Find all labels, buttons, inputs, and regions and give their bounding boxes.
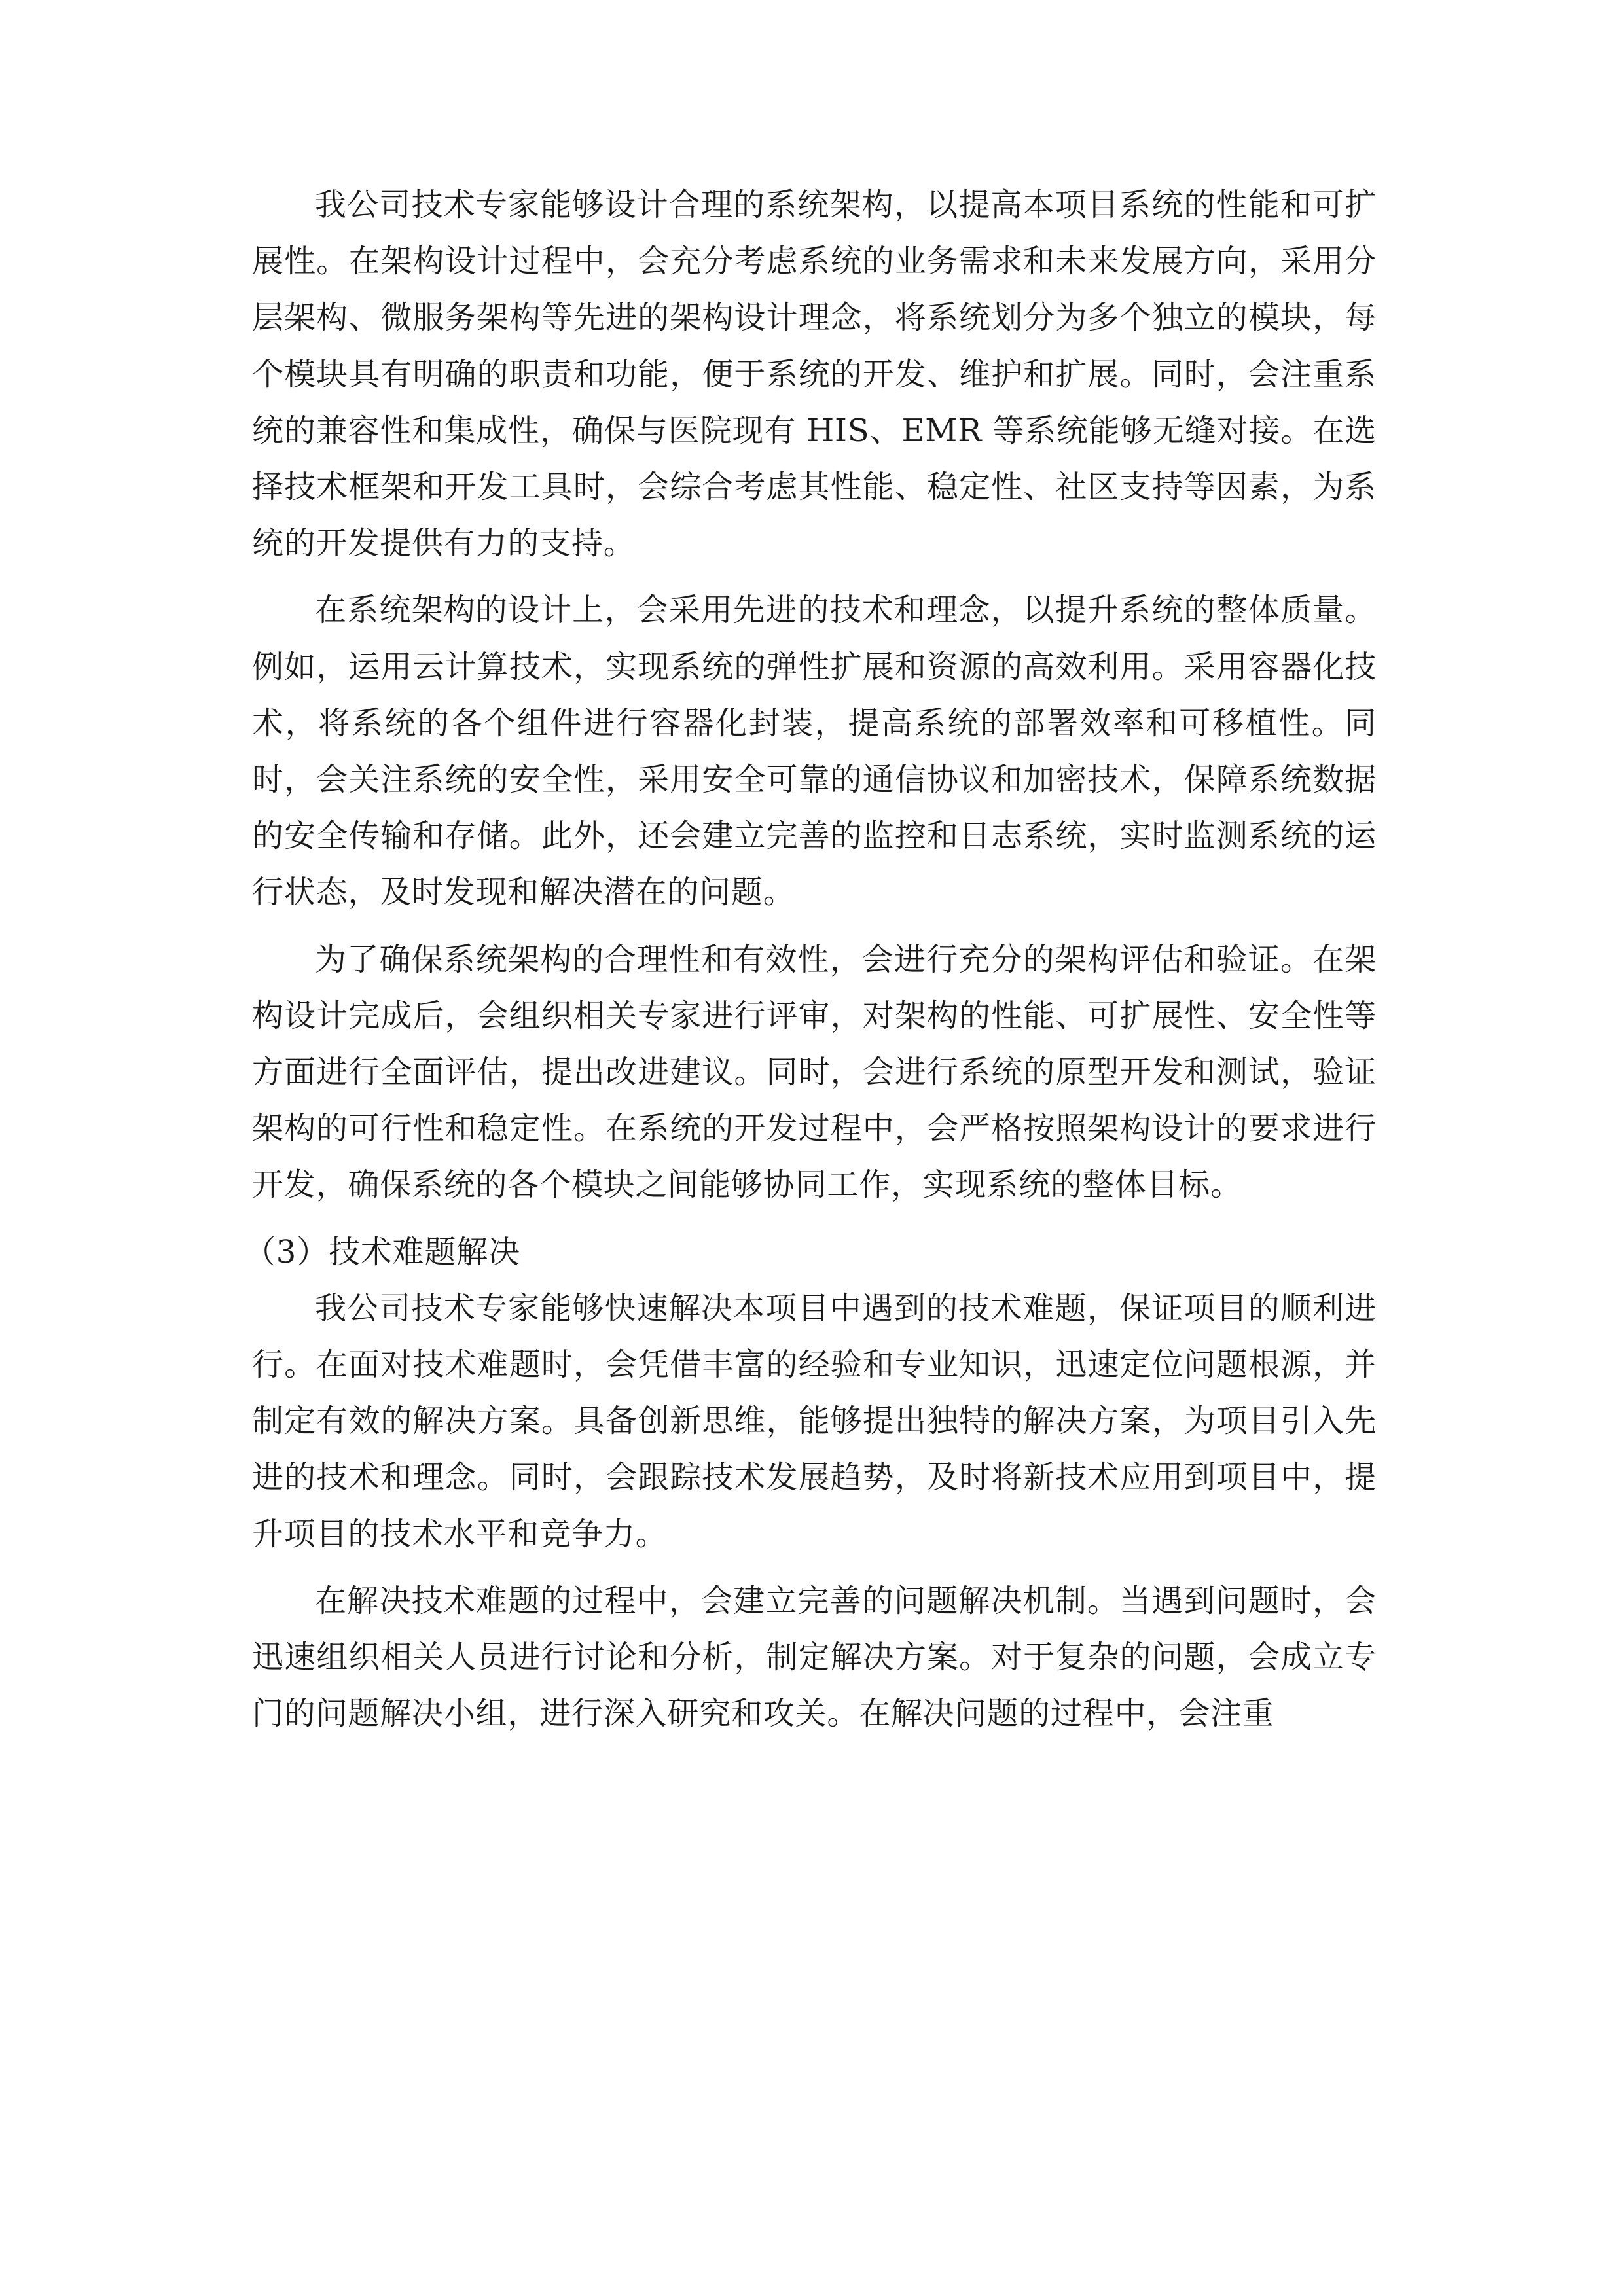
paragraph-problem-mechanism: 在解决技术难题的过程中，会建立完善的问题解决机制。当遇到问题时，会迅速组织相关人员进行讨论和分析，制定解决方案。对于复杂的问题，会成立专门的问题解决小组，进行深入研究和攻关。在解决问题的过程中，会注重 bbox=[252, 1582, 1377, 1732]
paragraph-architecture-design: 我公司技术专家能够设计合理的系统架构，以提高本项目系统的性能和可扩展性。在架构设计过程中，会充分考虑系统的业务需求和未来发展方向，采用分层架构、微服务架构等先进的架构设计理念，将系统划分为多个独立的模块，每个模块具有明确的职责和功能，便于系统的开发、维护和扩展。同时，会注重系统的兼容性和集成性，确保与医院现有 HIS、EMR 等系统能够无缝对接。在选择技术框架和开发工具时，会综合考虑其性能、稳定性、社区支持等因素，为系统的开发提供有力的支持。 bbox=[252, 187, 1377, 562]
paragraph-architecture-technology: 在系统架构的设计上，会采用先进的技术和理念，以提升系统的整体质量。例如，运用云计算技术，实现系统的弹性扩展和资源的高效利用。采用容器化技术，将系统的各个组件进行容器化封装，提高系统的部署效率和可移植性。同时，会关注系统的安全性，采用安全可靠的通信协议和加密技术，保障系统数据的安全传输和存储。此外，还会建立完善的监控和日志系统，实时监测系统的运行状态，及时发现和解决潜在的问题。 bbox=[252, 592, 1377, 911]
document-body bbox=[244, 177, 1377, 1752]
section-heading: （3）技术难题解决 bbox=[244, 1233, 520, 1270]
paragraph-architecture-evaluation: 为了确保系统架构的合理性和有效性，会进行充分的架构评估和验证。在架构设计完成后，会组织相关专家进行评审，对架构的性能、可扩展性、安全性等方面进行全面评估，提出改进建议。同时，会进行系统的原型开发和测试，验证架构的可行性和稳定性。在系统的开发过程中，会严格按照架构设计的要求进行开发，确保系统的各个模块之间能够协同工作，实现系统的整体目标。 bbox=[252, 941, 1377, 1204]
paragraph-problem-solving: 我公司技术专家能够快速解决本项目中遇到的技术难题，保证项目的顺利进行。在面对技术难题时，会凭借丰富的经验和专业知识，迅速定位问题根源，并制定有效的解决方案。具备创新思维，能够提出独特的解决方案，为项目引入先进的技术和理念。同时，会跟踪技术发展趋势，及时将新技术应用到项目中，提升项目的技术水平和竞争力。 bbox=[252, 1289, 1377, 1552]
